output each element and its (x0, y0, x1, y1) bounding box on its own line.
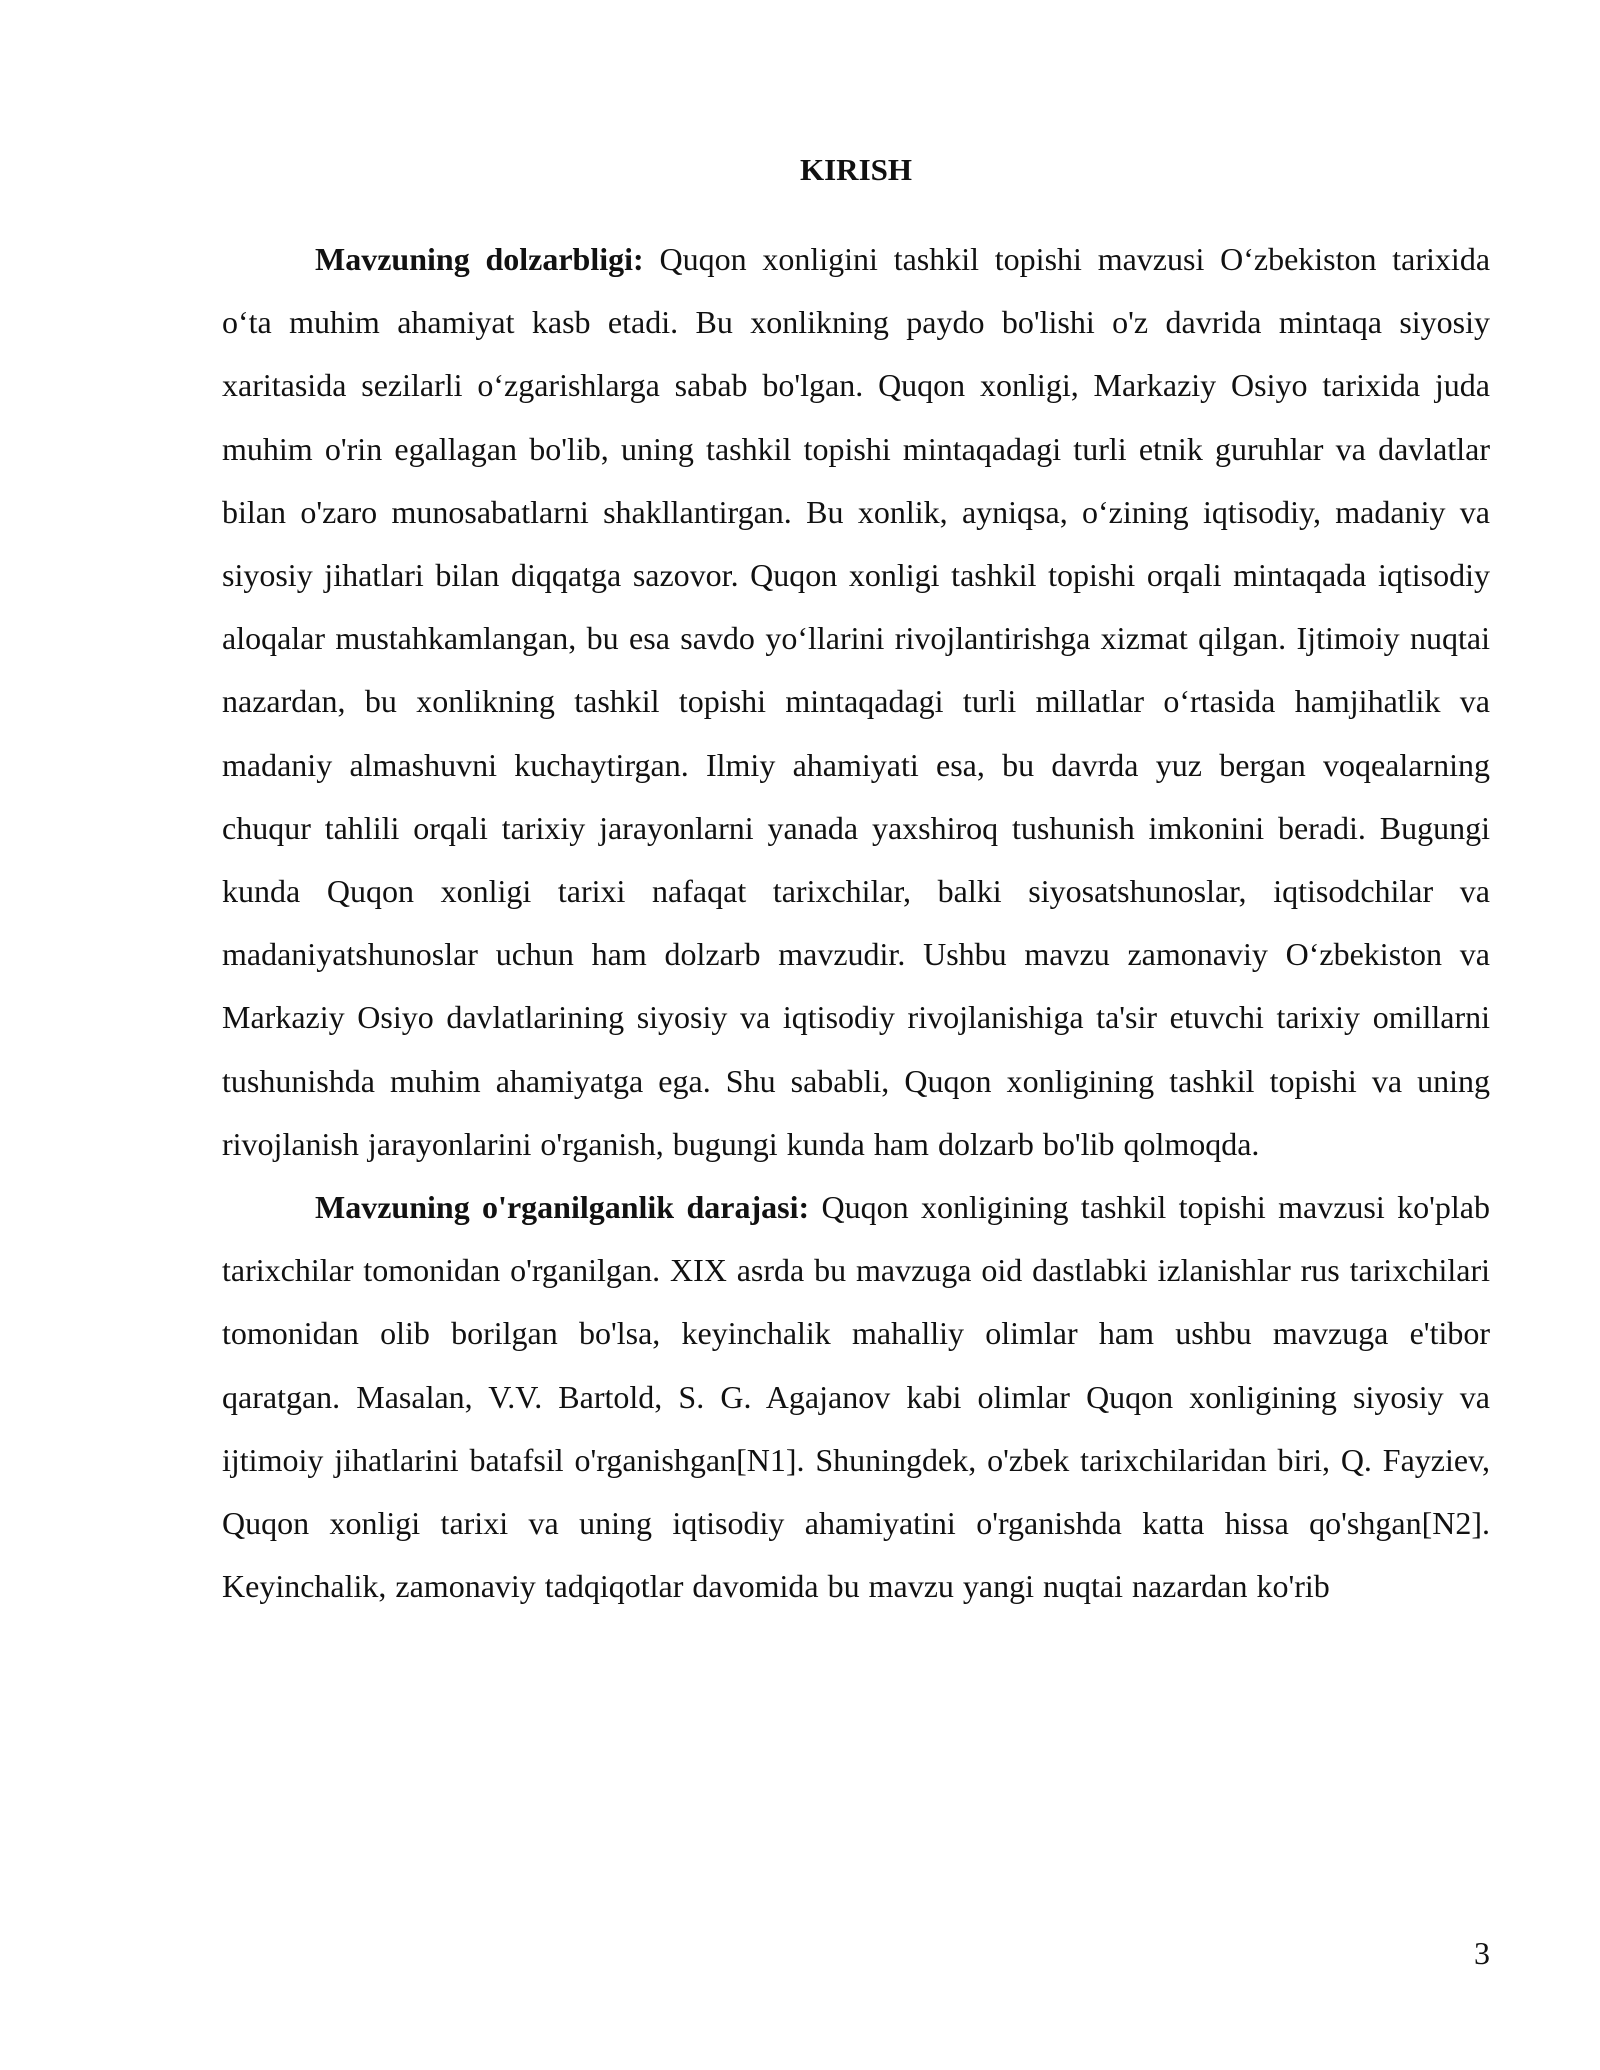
paragraph-heading: Mavzuning dolzarbligi: (315, 241, 644, 277)
paragraph-text: Quqon xonligini tashkil topishi mavzusi O‘zbekiston tarixida o‘ta muhim ahamiyat kasb etadi. Bu xonlikning paydo bo'lishi o'z davrida mintaqa siyosiy xaritasida sezilarli o‘zgarishlarga sabab bo'lgan. Quqon xonligi, Markaziy Osiyo tarixida juda muhim o'rin egallagan bo'lib, uning tashkil topishi mintaqadagi turli etnik guruhlar va davlatlar bilan o'zaro munosabatlarni shakllantirgan. Bu xonlik, ayniqsa, o‘zining iqtisodiy, madaniy va siyosiy jihatlari bilan diqqatga sazovor. Quqon xonligi tashkil topishi orqali mintaqada iqtisodiy aloqalar mustahkamlangan, bu esa savdo yo‘llarini rivojlantirishga xizmat qilgan. Ijtimoiy nuqtai nazardan, bu xonlikning tashkil topishi mintaqadagi turli millatlar o‘rtasida hamjihatlik va madaniy almashuvni kuchaytirgan. Ilmiy ahamiyati esa, bu davrda yuz bergan voqealarning chuqur tahlili orqali tarixiy jarayonlarni yanada yaxshiroq tushunish imkonini beradi. Bugungi kunda Quqon xonligi tarixi nafaqat tarixchilar, balki siyosatshunoslar, iqtisodchilar va madaniyatshunoslar uchun ham dolzarb mavzudir. Ushbu mavzu zamonaviy O‘zbekiston va Markaziy Osiyo davlatlarining siyosiy va iqtisodiy rivojlanishiga ta'sir etuvchi tarixiy omillarni tushunishda muhim ahamiyatga ega. Shu sababli, Quqon xonligining tashkil topishi va uning rivojlanish jarayonlarini o'rganish, bugungi kunda ham dolzarb bo'lib qolmoqda. (222, 241, 1491, 1162)
document-page (222, 150, 1490, 1618)
paragraph-relevance (222, 228, 1490, 1176)
paragraph-study-level (222, 1176, 1490, 1618)
page-number: 3 (1474, 1935, 1490, 1971)
paragraph-text: Quqon xonligining tashkil topishi mavzusi ko'plab tarixchilar tomonidan o'rganilgan. XIX asrda bu mavzuga oid dastlabki izlanishlar rus tarixchilari tomonidan olib borilgan bo'lsa, keyinchalik mahalliy olimlar ham ushbu mavzuga e'tibor qaratgan. Masalan, V.V. Bartold, S. G. Agajanov kabi olimlar Quqon xonligining siyosiy va ijtimoiy jihatlarini batafsil o'rganishgan[N1]. Shuningdek, o'zbek tarixchilaridan biri, Q. Fayziev, Quqon xonligi tarixi va uning iqtisodiy ahamiyatini o'rganishda katta hissa qo'shgan[N2]. Keyinchalik, zamonaviy tadqiqotlar davomida bu mavzu yangi nuqtai nazardan ko'rib (222, 1189, 1491, 1605)
paragraph-heading: Mavzuning o'rganilganlik darajasi: (315, 1189, 810, 1226)
page-title: KIRISH (800, 152, 912, 187)
